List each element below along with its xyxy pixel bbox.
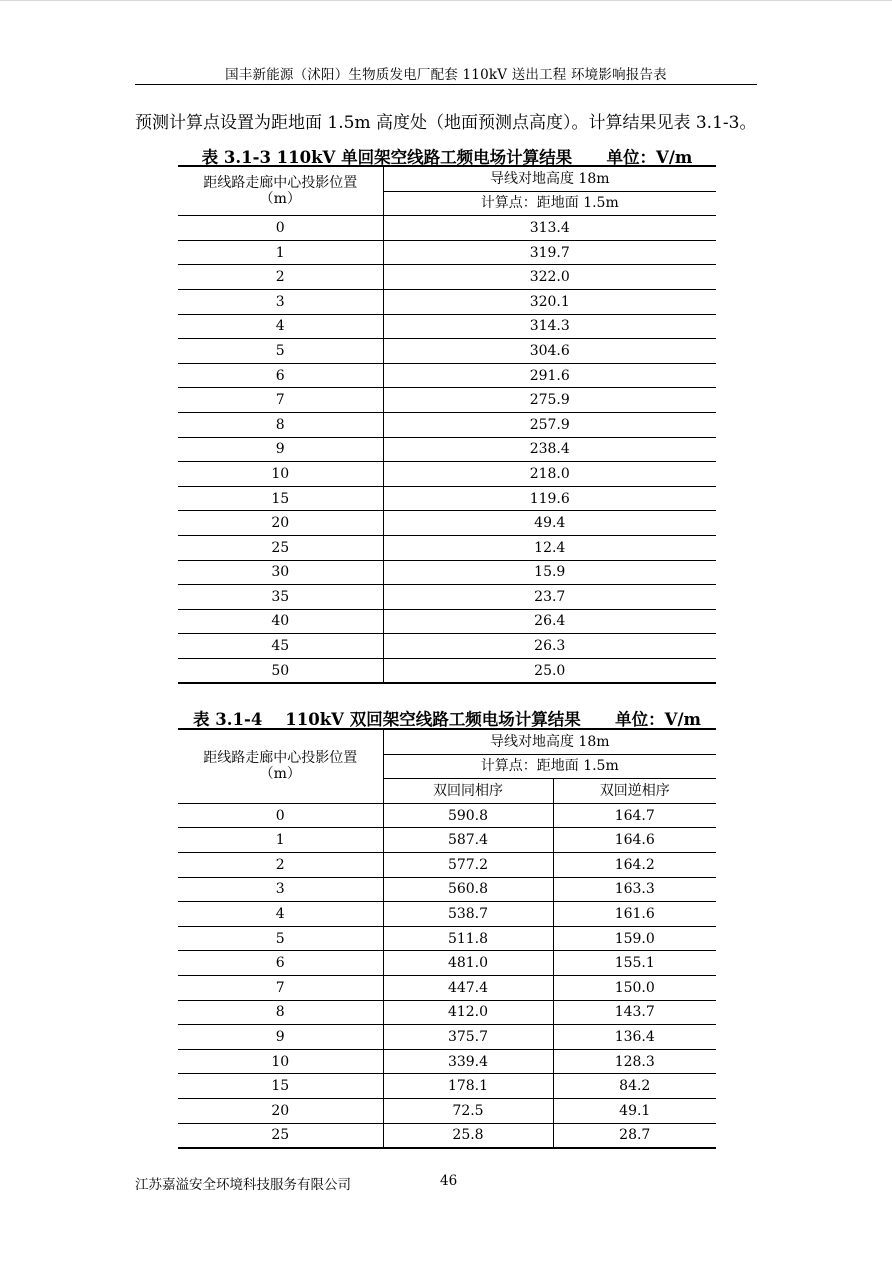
field-value-cell: 257.9 [383,412,716,437]
table2-header-row [178,729,716,754]
field-value-cell: 15.9 [383,560,716,585]
position-cell: 25 [178,535,383,560]
table-row [178,1074,716,1099]
position-cell: 15 [178,1074,383,1099]
table-row [178,388,716,413]
table-row [178,1025,716,1050]
reverse-phase-value-cell: 28.7 [553,1123,716,1148]
position-cell: 9 [178,437,383,462]
reverse-phase-value-cell: 164.7 [553,803,716,828]
table-row [178,412,716,437]
footer-company: 江苏嘉溢安全环境科技服务有限公司 [135,1177,351,1193]
position-cell: 2 [178,265,383,290]
table2-reverse-phase-header: 双回逆相序 [553,779,716,804]
position-cell: 40 [178,609,383,634]
same-phase-value-cell: 481.0 [383,951,553,976]
same-phase-value-cell: 178.1 [383,1074,553,1099]
table-row [178,951,716,976]
table1-position-header-line2: （m） [259,191,301,208]
table1-caption: 表 3.1-3 110kV 单回架空线路工频电场计算结果 单位：V/m [201,148,693,167]
table2-position-header-line2: （m） [259,766,301,783]
table-row [178,314,716,339]
table-row [178,609,716,634]
page-number: 46 [440,1173,458,1189]
same-phase-value-cell: 511.8 [383,926,553,951]
header-divider [135,84,757,85]
same-phase-value-cell: 72.5 [383,1098,553,1123]
table-row [178,634,716,659]
same-phase-value-cell: 590.8 [383,803,553,828]
position-cell: 5 [178,339,383,364]
same-phase-value-cell: 412.0 [383,1000,553,1025]
position-cell: 6 [178,951,383,976]
table-row [178,1123,716,1148]
position-cell: 7 [178,388,383,413]
field-value-cell: 26.4 [383,609,716,634]
reverse-phase-value-cell: 164.2 [553,852,716,877]
table2-position-header-line1: 距线路走廊中心投影位置 [203,750,358,767]
table-row [178,511,716,536]
position-cell: 1 [178,828,383,853]
position-cell: 50 [178,658,383,683]
reverse-phase-value-cell: 163.3 [553,877,716,902]
position-cell: 15 [178,486,383,511]
field-value-cell: 49.4 [383,511,716,536]
field-value-cell: 26.3 [383,634,716,659]
field-value-cell: 119.6 [383,486,716,511]
position-cell: 4 [178,902,383,927]
table-row [178,240,716,265]
same-phase-value-cell: 587.4 [383,828,553,853]
table-row [178,535,716,560]
table1-position-header [178,166,383,216]
field-value-cell: 322.0 [383,265,716,290]
same-phase-value-cell: 538.7 [383,902,553,927]
table-row [178,658,716,683]
position-cell: 10 [178,1049,383,1074]
position-cell: 2 [178,852,383,877]
field-value-cell: 319.7 [383,240,716,265]
position-cell: 7 [178,975,383,1000]
position-cell: 9 [178,1025,383,1050]
field-value-cell: 218.0 [383,462,716,487]
same-phase-value-cell: 25.8 [383,1123,553,1148]
reverse-phase-value-cell: 164.6 [553,828,716,853]
reverse-phase-value-cell: 49.1 [553,1098,716,1123]
table-row [178,216,716,241]
position-cell: 8 [178,1000,383,1025]
table-row [178,289,716,314]
position-cell: 45 [178,634,383,659]
table-row [178,803,716,828]
position-cell: 1 [178,240,383,265]
reverse-phase-value-cell: 155.1 [553,951,716,976]
reverse-phase-value-cell: 143.7 [553,1000,716,1025]
same-phase-value-cell: 577.2 [383,852,553,877]
table1-height-header: 导线对地高度 18m [383,166,716,191]
field-value-cell: 304.6 [383,339,716,364]
table-row [178,877,716,902]
table-row [178,339,716,364]
intro-paragraph: 预测计算点设置为距地面 1.5m 高度处（地面预测点高度）。计算结果见表 3.1-3。 [135,113,757,133]
page-header: 国丰新能源（沭阳）生物质发电厂配套 110kV 送出工程 环境影响报告表 [225,67,667,83]
table-row [178,265,716,290]
position-cell: 6 [178,363,383,388]
reverse-phase-value-cell: 150.0 [553,975,716,1000]
table-row [178,1049,716,1074]
table2-point-header: 计算点：距地面 1.5m [383,754,716,779]
field-value-cell: 314.3 [383,314,716,339]
table2-height-header: 导线对地高度 18m [383,729,716,754]
table-row [178,462,716,487]
table-row [178,975,716,1000]
table2-position-header [178,729,383,803]
table-row [178,585,716,610]
same-phase-value-cell: 375.7 [383,1025,553,1050]
position-cell: 5 [178,926,383,951]
table-row [178,828,716,853]
table-row [178,852,716,877]
table1-position-header-line1: 距线路走廊中心投影位置 [203,175,358,192]
position-cell: 0 [178,216,383,241]
field-value-cell: 291.6 [383,363,716,388]
position-cell: 8 [178,412,383,437]
table-row [178,363,716,388]
position-cell: 10 [178,462,383,487]
table2-same-phase-header: 双回同相序 [383,779,553,804]
table1-single-circuit [178,165,716,684]
position-cell: 4 [178,314,383,339]
table2-caption: 表 3.1-4 110kV 双回架空线路工频电场计算结果 单位：V/m [193,710,701,729]
table-row [178,560,716,585]
table1-header-row [178,166,716,191]
table1-point-header: 计算点：距地面 1.5m [383,191,716,216]
same-phase-value-cell: 339.4 [383,1049,553,1074]
reverse-phase-value-cell: 136.4 [553,1025,716,1050]
table-row [178,1098,716,1123]
table-row [178,926,716,951]
reverse-phase-value-cell: 84.2 [553,1074,716,1099]
field-value-cell: 313.4 [383,216,716,241]
same-phase-value-cell: 447.4 [383,975,553,1000]
position-cell: 3 [178,877,383,902]
field-value-cell: 12.4 [383,535,716,560]
position-cell: 35 [178,585,383,610]
field-value-cell: 25.0 [383,658,716,683]
position-cell: 30 [178,560,383,585]
field-value-cell: 23.7 [383,585,716,610]
table2-double-circuit [178,728,716,1149]
field-value-cell: 275.9 [383,388,716,413]
table-row [178,437,716,462]
position-cell: 25 [178,1123,383,1148]
reverse-phase-value-cell: 161.6 [553,902,716,927]
position-cell: 3 [178,289,383,314]
position-cell: 20 [178,1098,383,1123]
same-phase-value-cell: 560.8 [383,877,553,902]
field-value-cell: 238.4 [383,437,716,462]
table-row [178,486,716,511]
table-row [178,1000,716,1025]
position-cell: 0 [178,803,383,828]
reverse-phase-value-cell: 128.3 [553,1049,716,1074]
reverse-phase-value-cell: 159.0 [553,926,716,951]
field-value-cell: 320.1 [383,289,716,314]
position-cell: 20 [178,511,383,536]
table-row [178,902,716,927]
page-top-border [0,0,892,1]
